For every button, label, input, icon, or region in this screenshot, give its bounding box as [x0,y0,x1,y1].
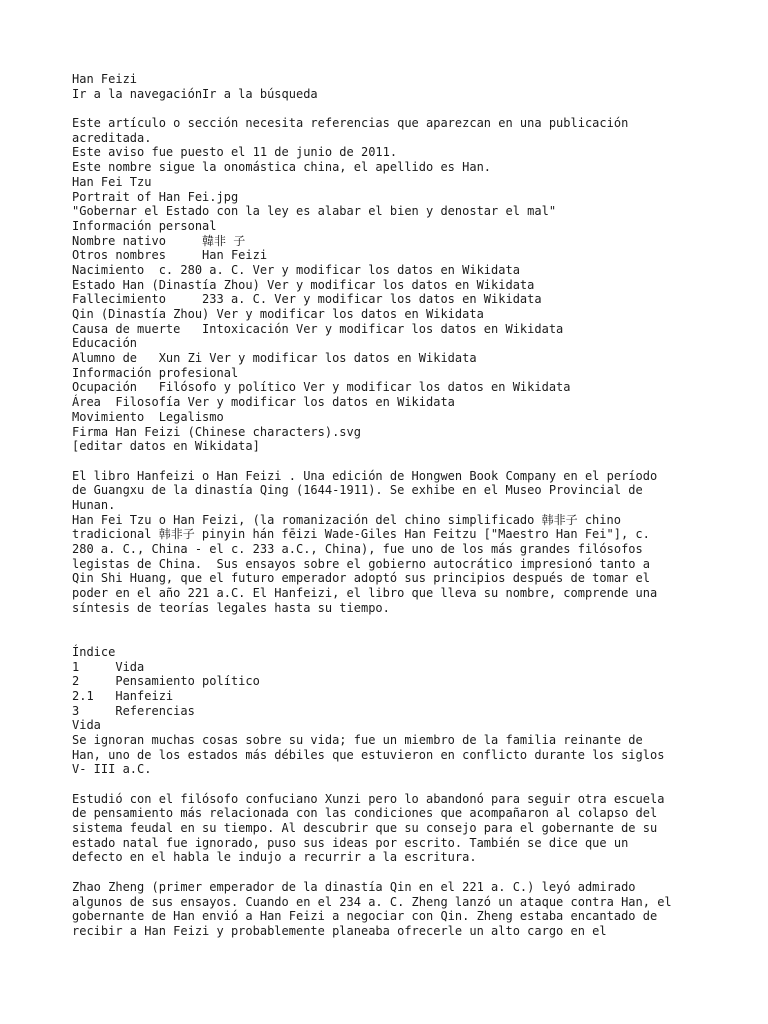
paragraph-xunzi [72,792,712,865]
infobox-line: Alumno de Xun Zi Ver y modificar los datos en Wikidata [72,351,477,366]
infobox-line: "Gobernar el Estado con la ley es alabar el bien y denostar el mal" [72,204,557,219]
infobox-line: Estado Han (Dinastía Zhou) Ver y modificar los datos en Wikidata [72,277,535,292]
spacer [72,101,712,116]
paragraph-line: estado natal fue ignorado, puso sus ideas por escrito. También se dice que un [72,835,629,850]
paragraph-line: gobernante de Han envió a Han Feizi a negociar con Qin. Zheng estaba encantado de [72,909,658,924]
toc-item[interactable]: 2 Pensamiento político [72,674,260,689]
intro-line: tradicional 韩非子 pinyin hán fēizi Wade-Giles Han Feitzu ["Maestro Han Fei"], c. [72,527,650,542]
spacer [72,630,712,645]
infobox-line: Causa de muerte Intoxicación Ver y modificar los datos en Wikidata [72,321,564,336]
spacer [72,777,712,792]
paragraph-line: defecto en el habla le indujo a recurrir a la escritura. [72,850,477,865]
infobox-line: Información profesional [72,365,239,380]
paragraph-line: Zhao Zheng (primer emperador de la dinastía Qin en el 221 a. C.) leyó admirado [72,879,636,894]
notice-line: acreditada. [72,130,152,145]
section-heading: Vida [72,718,101,733]
infobox-line: Fallecimiento 233 a. C. Ver y modificar los datos en Wikidata [72,292,542,307]
intro-line: síntesis de teorías legales hasta su tiempo. [72,600,390,615]
infobox-line: Han Fei Tzu [72,174,152,189]
infobox-line: Área Filosofía Ver y modificar los datos en Wikidata [72,395,455,410]
intro-line: Han Fei Tzu o Han Feizi, (la romanización del chino simplificado 韩非子 chino [72,512,621,527]
toc-item[interactable]: 3 Referencias [72,703,195,718]
paragraph-zhao-zheng [72,880,712,939]
paragraph-line: algunos de sus ensayos. Cuando en el 234 a. C. Zheng lanzó un ataque contra Han, el [72,894,672,909]
paragraph-line: Se ignoran muchas cosas sobre su vida; fue un miembro de la familia reinante de [72,732,643,747]
spacer [72,865,712,880]
infobox-line: Nacimiento c. 280 a. C. Ver y modificar los datos en Wikidata [72,262,520,277]
document-page [72,72,712,939]
infobox-line: Información personal [72,218,217,233]
intro-line: Hunan. [72,497,116,512]
toc-heading: Índice [72,644,116,659]
notice-line: Este nombre sigue la onomástica china, el apellido es Han. [72,160,492,175]
paragraph-line: recibir a Han Feizi y probablemente planeaba ofrecerle un alto cargo en el [72,923,607,938]
paragraph-line: V- III a.C. [72,762,152,777]
notice-line: Este aviso fue puesto el 11 de junio de 2011. [72,145,398,160]
intro-line: legistas de China. Sus ensayos sobre el gobierno autocrático impresionó tanto a [72,556,650,571]
intro-line: Qin Shi Huang, que el futuro emperador adoptó sus principios después de tomar el [72,571,650,586]
infobox-line: Ocupación Filósofo y político Ver y modificar los datos en Wikidata [72,380,571,395]
infobox [72,175,712,454]
paragraph-line: Han, uno de los estados más débiles que estuvieron en conflicto durante los siglos [72,747,665,762]
toc-item[interactable]: 1 Vida [72,659,145,674]
edit-wikidata-link[interactable]: [editar datos en Wikidata] [72,439,260,454]
table-of-contents [72,645,712,718]
intro-line: El libro Hanfeizi o Han Feizi . Una edición de Hongwen Book Company en el período [72,468,658,483]
infobox-line: Movimiento Legalismo [72,409,224,424]
toc-item[interactable]: 2.1 Hanfeizi [72,688,174,703]
infobox-line: Firma Han Feizi (Chinese characters).svg [72,424,361,439]
notice-block [72,116,712,175]
intro-paragraph [72,469,712,616]
infobox-line: Nombre nativo 韓非 子 [72,233,246,248]
notice-line: Este artículo o sección necesita referencias que aparezcan en una publicación [72,116,629,131]
infobox-line: Otros nombres Han Feizi [72,248,268,263]
infobox-line: Educación [72,336,138,351]
navigation-links[interactable]: Ir a la navegaciónIr a la búsqueda [72,86,318,101]
paragraph-line: de pensamiento más relacionada con las condiciones que acompañaron al colapso del [72,806,658,821]
article-title: Han Feizi [72,72,138,86]
paragraph-line: Estudió con el filósofo confuciano Xunzi pero lo abandonó para seguir otra escuela [72,791,665,806]
infobox-line: Qin (Dinastía Zhou) Ver y modificar los datos en Wikidata [72,307,484,321]
infobox-line: Portrait of Han Fei.jpg [72,189,239,204]
spacer [72,615,712,630]
paragraph-line: sistema feudal en su tiempo. Al descubrir que su consejo para el gobernante de su [72,821,658,836]
title-block [72,72,712,101]
intro-line: poder en el año 221 a.C. El Hanfeizi, el libro que lleva su nombre, comprende una [72,586,658,601]
section-vida [72,718,712,777]
spacer [72,454,712,469]
intro-line: 280 a. C., China - el c. 233 a.C., China), fue uno de los más grandes filósofos [72,542,643,556]
intro-line: de Guangxu de la dinastía Qing (1644-1911). Se exhibe en el Museo Provincial de [72,483,643,498]
